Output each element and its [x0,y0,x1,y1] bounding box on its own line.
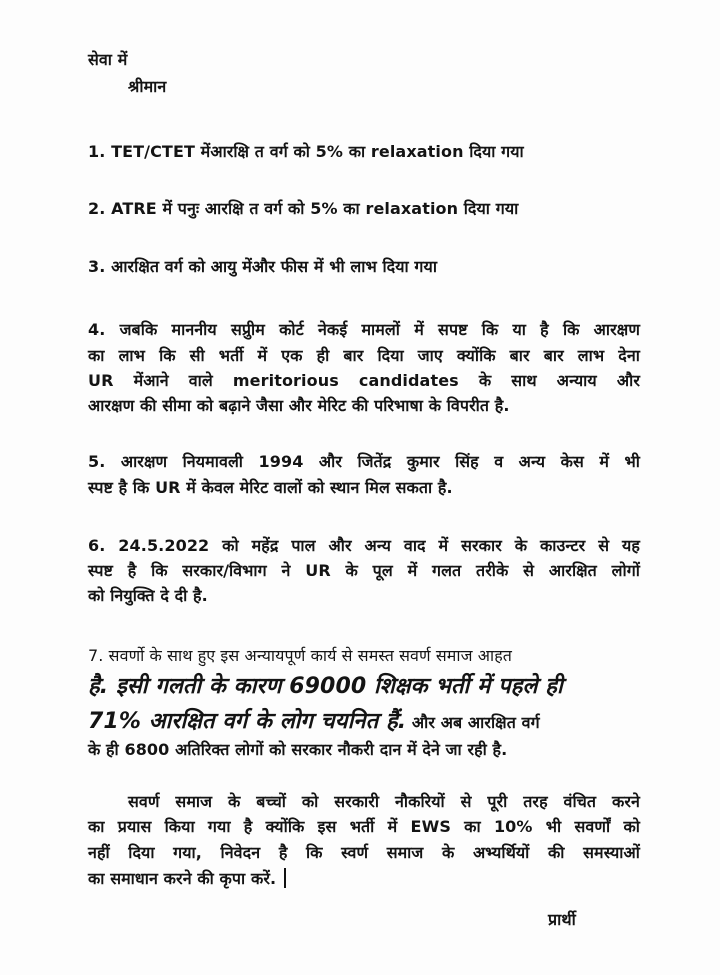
point-5-line-1: 5. आरक्षण नियमावली 1994 और जितेंद्र कुमार सिंह व अन्य केस में भी [88,452,640,471]
point-3: 3. आरक्षित वर्ग को आयु मेंऔर फीस में भी लाभ दिया गया [88,257,438,276]
point-7-line-3 [88,708,540,736]
point-4-line-2: का लाभ कि सी भर्ती में एक ही बार दिया जाए क्योंकि बार बार लाभ देना [88,346,640,365]
point-2: 2. ATRE में पनुः आरक्षि त वर्ग को 5% का relaxation दिया गया [88,199,519,218]
point-7-emphasis-1: है. इसी गलती के कारण 69000 शिक्षक भर्ती में पहले ही [88,674,563,699]
closing-line-4-text: का समाधान करने की कृपा करें. [88,869,277,888]
closing-line-3: नहीं दिया गया, निवेदन है कि स्वर्ण समाज के अभ्यर्थियों की समस्याओं [88,843,640,862]
point-7-line-1: 7. सवर्णो के साथ हुए इस अन्यायपूर्ण कार्य से समस्त सवर्ण समाज आहत [88,646,513,665]
point-4-line-1: 4. जबकि माननीय सप्रुीम कोर्ट नेकई मामलों में सपष्ट कि या है कि आरक्षण [88,320,640,339]
closing-line-4 [88,868,286,889]
point-6-line-2: स्पष्ट है कि सरकार/विभाग ने UR के पूल में गलत तरीके से आरक्षित लोगों [88,561,640,580]
salutation-to: सेवा में [88,50,128,69]
point-4-line-4: आरक्षण की सीमा को बढ़ाने जैसा और मेरिट की परिभाषा के विपरीत है. [88,396,510,415]
salutation-sir: श्रीमान [128,77,167,96]
point-7-tail: और अब आरक्षित वर्ग [406,713,540,732]
signature: प्रार्थी [548,910,576,929]
point-6-line-1: 6. 24.5.2022 को महेंद्र पाल और अन्य वाद में सरकार के काउन्टर से यह [88,536,640,555]
point-7-line-4: के ही 6800 अतिरिक्त लोगों को सरकार नौकरी दान में देने जा रही है. [88,740,508,759]
point-1: 1. TET/CTET मेंआरक्षि त वर्ग को 5% का relaxation दिया गया [88,142,524,161]
point-4-line-3: UR मेंआने वाले meritorious candidates के साथ अन्याय और [88,371,640,390]
text-cursor [284,868,286,888]
point-5-line-2: स्पष्ट है कि UR में केवल मेरिट वालों को स्थान मिल सकता है. [88,478,453,497]
point-7-emphasis-2: 71% आरक्षित वर्ग के लोग चयनित हैं. [88,709,407,734]
closing-line-2: का प्रयास किया गया है क्योंकि इस भर्ती में EWS का 10% भी सवर्णों को [88,817,640,836]
point-6-line-3: को नियुक्ति दे दी है. [88,586,208,605]
closing-line-1: सवर्ण समाज के बच्चों को सरकारी नौकरियों से पूरी तरह वंचित करने [128,792,640,811]
